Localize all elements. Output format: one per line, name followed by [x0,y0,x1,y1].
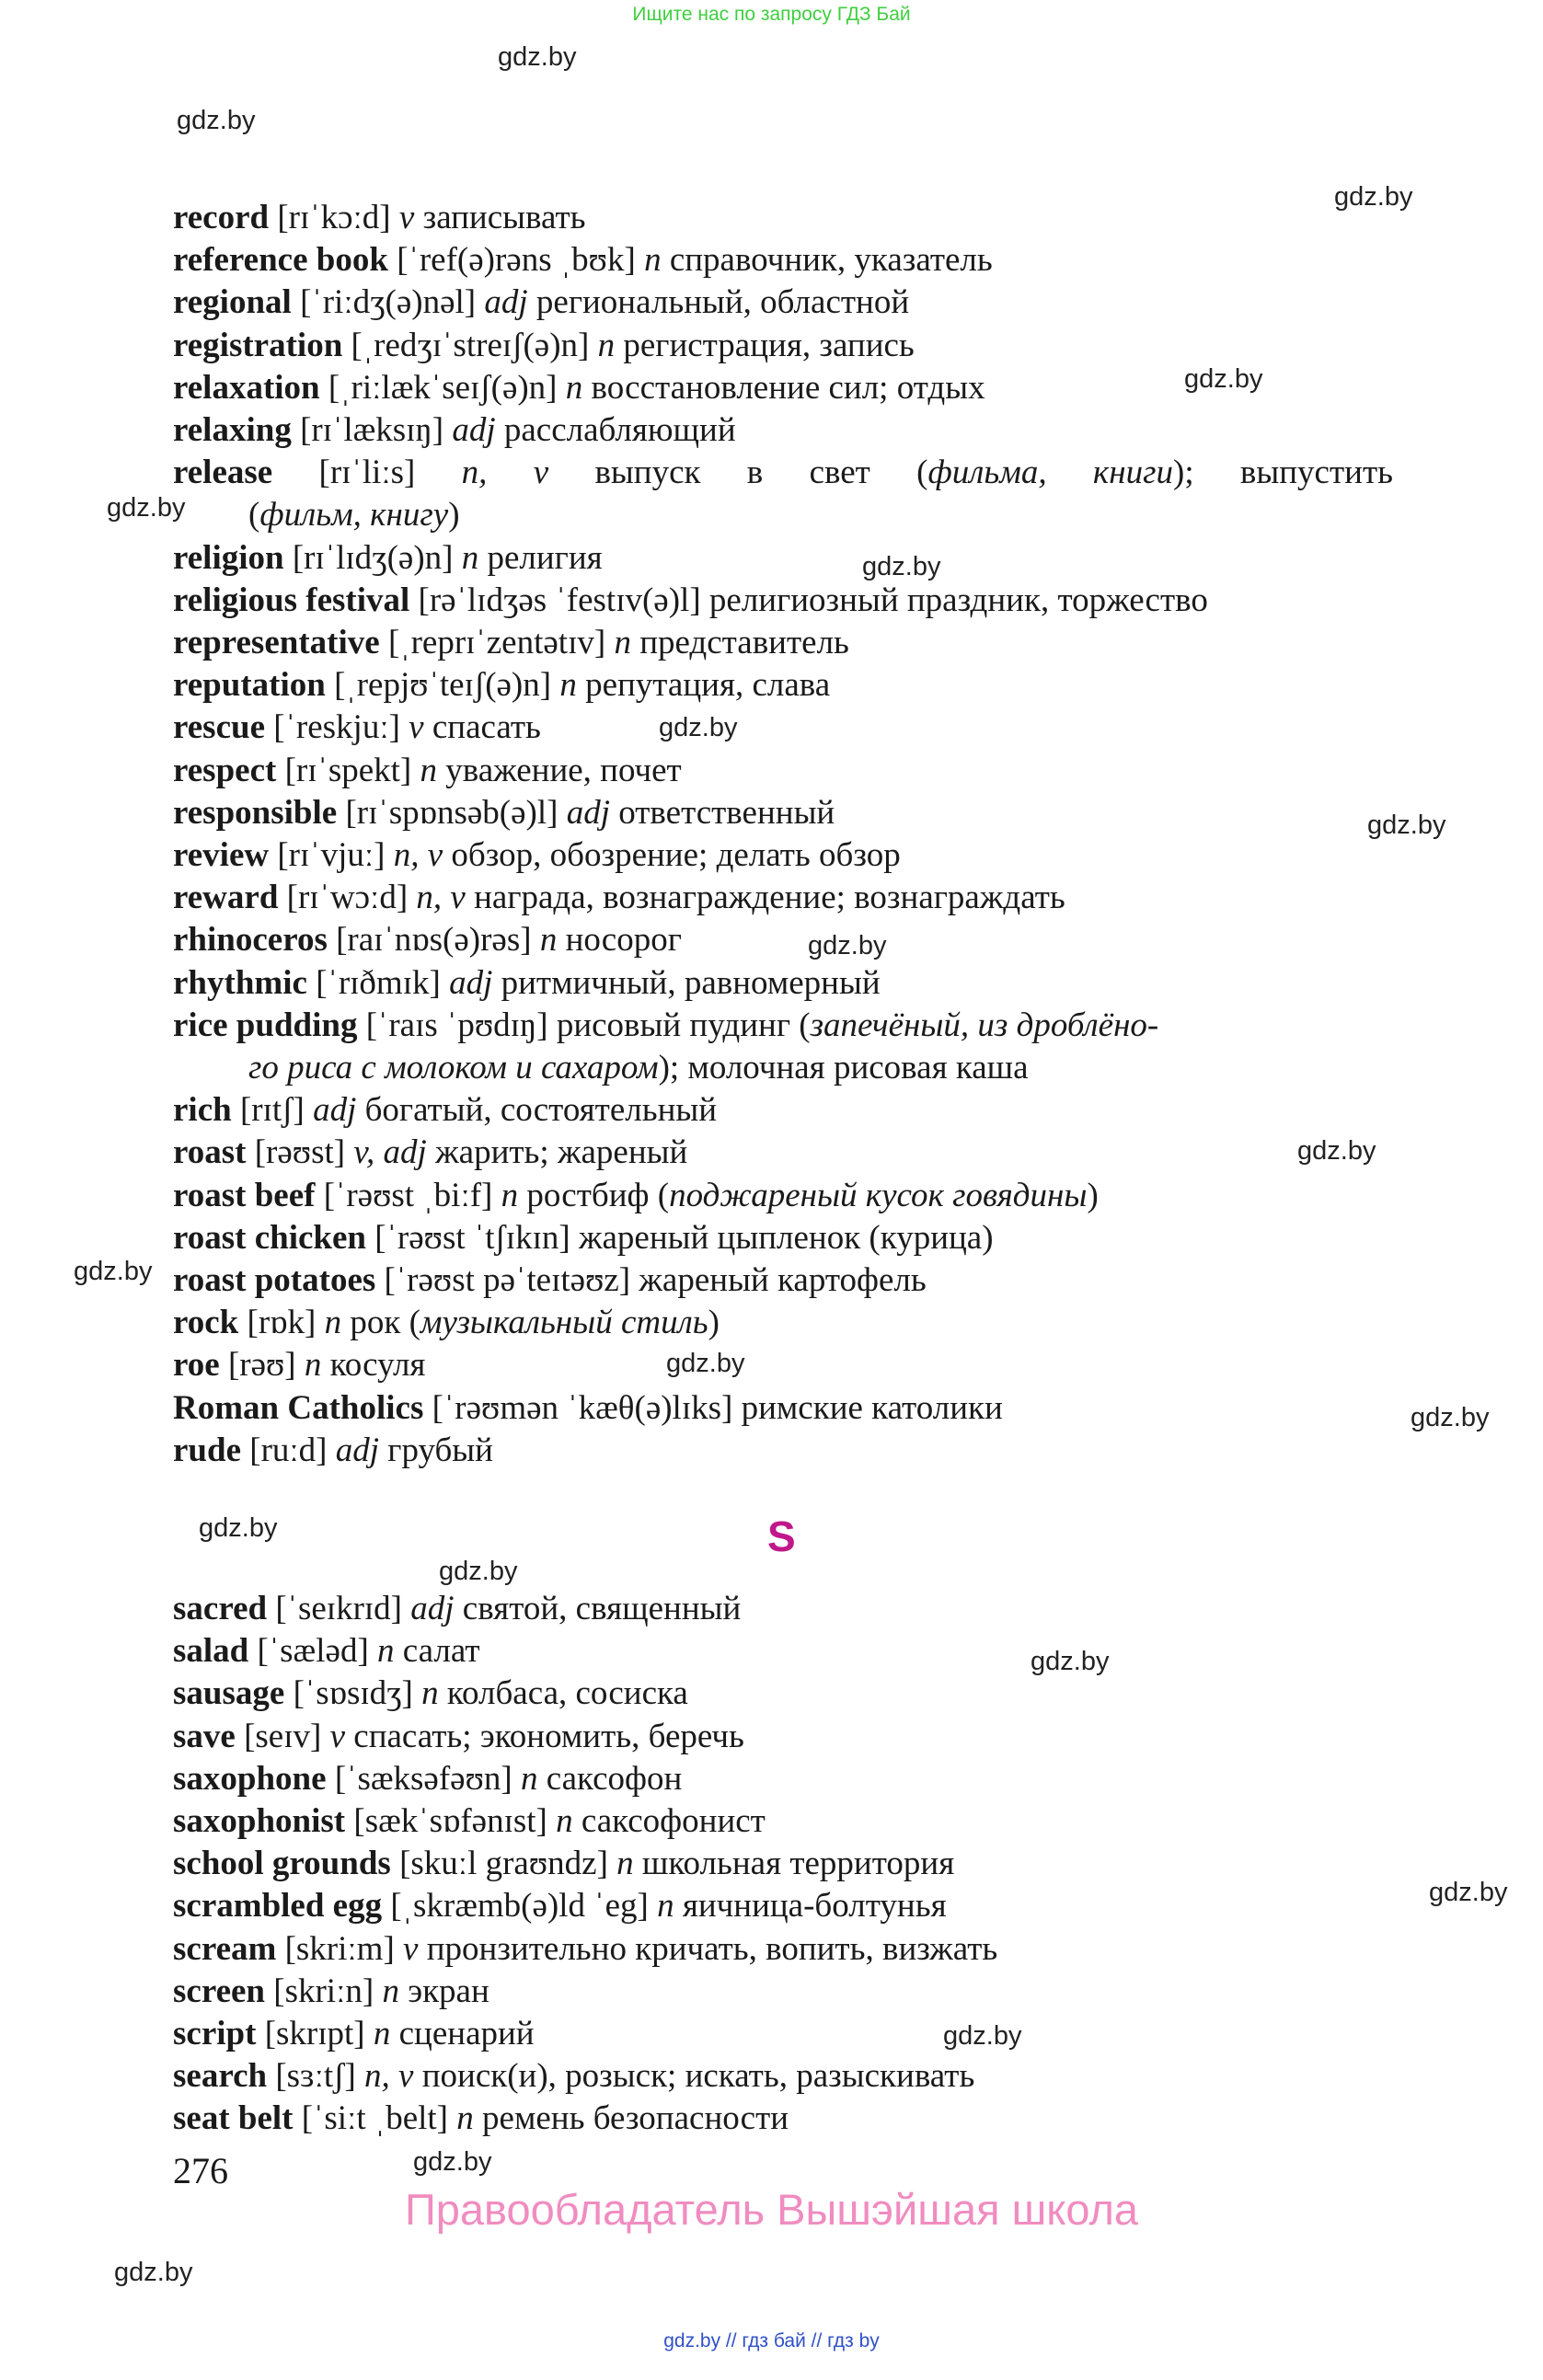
italic-note: n [657,1887,674,1926]
dictionary-entry [173,622,1393,664]
entry-text: [rəʊst] [246,1133,354,1172]
dictionary-entry [173,1132,1393,1174]
headword: responsible [173,793,338,832]
dictionary-entry [173,1344,1393,1386]
entry-text: справочник, указатель [661,241,993,280]
headword: sacred [173,1590,268,1627]
dictionary-entry [173,1217,1393,1259]
italic-note: n [420,751,437,789]
entry-text: восстановление сил; отдых [582,368,985,407]
italic-note: n [644,241,662,280]
headword: release [173,454,273,492]
entry-text: [ˈsæksəfəʊn] [326,1759,521,1798]
dictionary-entry [173,1971,1393,2013]
headword: roast beef [173,1176,316,1214]
dictionary-entry [173,239,1393,282]
watermark: gdz.by [862,552,941,581]
headword: rude [173,1431,241,1469]
entry-text: рок ( [341,1304,420,1342]
entry-text: [ruːd] [241,1431,336,1469]
entry-text: [ˈriːdʒ(ə)nəl] [291,283,485,322]
entry-text: расслабляющий [495,411,736,450]
headword: respect [173,751,277,789]
headword: scream [173,1929,277,1968]
entry-text: салат [394,1632,480,1671]
headword: roast [173,1133,247,1172]
italic-note: v [398,199,415,236]
dictionary-entry [173,409,1393,452]
dictionary-entry [173,834,1393,877]
entry-text: региональный, областной [527,283,910,322]
dictionary-entry [173,664,1393,707]
entry-text: жарить; жареный [426,1133,688,1172]
dictionary-entry [173,580,1393,622]
dictionary-entry [173,1302,1393,1344]
entry-text: спасать [423,708,541,747]
dictionary-entry [173,1175,1393,1217]
entry-text: [sækˈsɒfənɪst] [345,1802,557,1841]
headword: roast potatoes [173,1261,376,1300]
watermark: gdz.by [1184,364,1263,394]
headword: rice pudding [173,1006,358,1044]
entry-text: [ˈrəʊst ˌbiːf] [315,1176,501,1214]
dictionary-entry [173,1758,1393,1800]
italic-note: adj [449,963,493,1002]
entry-continuation [173,494,1393,536]
entry-text: репутация, слава [576,666,831,705]
entry-text: [rɪtʃ] [231,1091,314,1130]
entry-text: ( [248,496,260,535]
entry-text: [rɪˈliːs] [272,454,462,492]
entry-text: обзор, обозрение; делать обзор [443,836,901,875]
italic-note: музыкальный стиль [420,1304,708,1342]
watermark: gdz.by [1031,1647,1110,1676]
entry-text: записывать [414,199,586,236]
headword: rhythmic [173,963,307,1002]
entry-text: [skriːn] [265,1972,383,2010]
entry-text: ); молочная рисовая каша [658,1049,1029,1087]
entry-text: выпуск в свет ( [548,454,928,492]
headword: relaxation [173,368,320,407]
italic-note: adj [452,411,496,450]
entry-text: [raɪˈnɒs(ə)rəs] [327,921,540,960]
italic-note: n [556,1802,573,1841]
italic-note: n [377,1632,395,1671]
entry-text: [ˌredʒɪˈstreɪʃ(ə)n] [342,326,598,364]
entry-continuation [173,1047,1393,1089]
entry-text: [rɒk] [238,1304,325,1342]
watermark: gdz.by [498,42,577,72]
entry-text: косуля [321,1346,426,1385]
watermark: gdz.by [413,2147,492,2177]
dictionary-entry [173,962,1393,1005]
entry-text: [ˈreskjuː] [265,708,409,747]
italic-note: adj [335,1431,380,1469]
italic-note: n [565,368,583,407]
entry-text: яичница-болтунья [674,1887,947,1926]
dictionary-entry [173,1800,1393,1843]
italic-note: n, v [393,836,443,875]
entry-text: [ˈrəʊmən ˈkæθ(ə)lɪks] римские католики [423,1388,1003,1427]
entry-text: [seɪv] [235,1717,330,1755]
entry-text: ) [448,496,460,535]
headword: sausage [173,1674,285,1713]
italic-note: n [382,1972,399,2010]
entry-text: религия [478,538,603,577]
italic-note: adj [410,1590,455,1627]
headword: Roman Catholics [173,1388,424,1427]
italic-note: v [403,1929,419,1968]
headword: relaxing [173,411,292,450]
dictionary-entry [173,537,1393,580]
entry-text: ) [1087,1176,1099,1214]
entry-text: [rɪˈlæksɪŋ] [291,411,453,450]
italic-note: n, v [364,2057,414,2096]
italic-note: n [520,1759,538,1798]
watermark: gdz.by [107,493,186,523]
entry-text: ответственный [609,793,835,832]
italic-note: запечёный, из дроблёно- [810,1006,1159,1044]
entry-text: [ˈsæləd] [248,1632,378,1671]
dictionary-entry [173,2098,1393,2140]
entry-text: [ˈrəʊst ˈtʃɪkɪn] жареный цыпленок (курица) [366,1218,994,1257]
headword: school grounds [173,1845,391,1883]
entry-text: ремень безопасности [473,2099,789,2138]
entry-text: [rɪˈwɔːd] [278,879,417,917]
watermark: gdz.by [1334,182,1413,212]
headword: rock [173,1304,239,1342]
headword: rhinoceros [173,921,328,960]
watermark: gdz.by [439,1557,518,1586]
search-hint-banner: Ищите нас по запросу ГДЗ Бай [632,4,911,25]
dictionary-entry [173,282,1393,324]
italic-note: n [616,1845,634,1883]
entry-text: [sɜːtʃ] [267,2057,365,2096]
entry-text: школьная территория [633,1845,955,1883]
dictionary-entry [173,1843,1393,1885]
entry-text: святой, священный [454,1590,742,1627]
italic-note: фильм, книгу [259,496,449,535]
dictionary-entry [173,1716,1393,1758]
headword: salad [173,1632,249,1671]
headword: reference book [173,241,388,280]
italic-note: v [409,708,424,747]
italic-note: n [539,921,558,960]
italic-note: фильма, книги [927,454,1174,492]
headword: reputation [173,666,326,705]
entry-text: награда, вознаграждение; вознаграждать [465,879,1065,917]
italic-note: n [456,2099,474,2138]
entry-text: саксофонист [572,1802,766,1841]
entry-text: [ˈraɪs ˈpʊdɪŋ] рисовый пудинг ( [357,1006,811,1044]
dictionary-entry [173,1430,1393,1472]
entry-text: ростбиф ( [518,1176,670,1214]
watermark: gdz.by [114,2258,193,2287]
dictionary-entry [173,1005,1393,1047]
entry-text: [rɪˈspɒnsəb(ə)l] [337,793,567,832]
entry-text: [ˈsiːt ˌbelt] [293,2099,457,2138]
entry-text: [ˌskræmb(ə)ld ˈeg] [382,1887,658,1926]
dictionary-entry [173,919,1393,961]
watermark: gdz.by [1429,1878,1508,1907]
entry-text: ) [708,1304,720,1342]
dictionary-entry [173,1588,1393,1630]
dictionary-entry [173,2055,1393,2098]
dictionary-entry [173,1089,1393,1132]
entry-text: носорог [557,921,682,960]
watermark: gdz.by [177,106,256,135]
headword: religion [173,538,284,577]
italic-note: v, adj [353,1133,427,1172]
entry-text: колбаса, сосиска [438,1674,688,1713]
headword: roe [173,1346,220,1385]
entry-text: ритмичный, равномерный [492,963,881,1002]
italic-note: го риса с молоком и сахаром [248,1049,659,1087]
entry-text: спасать; экономить, беречь [345,1717,744,1755]
dictionary-section-s [173,1588,1393,2141]
headword: regional [173,283,292,322]
headword: record [173,199,270,236]
entry-text: [rəʊ] [219,1346,305,1385]
dictionary-entry [173,1259,1393,1302]
headword: roast chicken [173,1218,367,1257]
italic-note: n [324,1304,342,1342]
italic-note: n [373,2015,391,2053]
italic-note: n [597,326,616,364]
dictionary-entry [173,452,1393,494]
italic-note: поджареный кусок говядины [669,1176,1088,1214]
headword: seat belt [173,2099,294,2138]
entry-text: [ˌrepjʊˈteɪʃ(ə)n] [325,666,560,705]
entry-text: [rɪˈlɪdʒ(ə)n] [283,538,462,577]
entry-text: [ˈrɪðmɪk] [306,963,450,1002]
headword: screen [173,1972,265,2010]
italic-note: n, v [461,454,549,492]
entry-text: [ˈref(ə)rəns ˌbʊk] [387,241,645,280]
headword: representative [173,624,380,662]
entry-text: ); выпустить [1173,454,1393,492]
headword: religious festival [173,581,410,619]
entry-text: [ˌreprɪˈzentətɪv] [379,624,615,662]
entry-text: [ˈseɪkrɪd] [267,1590,411,1627]
watermark: gdz.by [1411,1403,1490,1432]
entry-text: [rɪˈspekt] [276,751,420,789]
italic-note: v [329,1717,346,1755]
dictionary-entry [173,325,1393,367]
italic-note: adj [484,283,528,322]
dictionary-entry [173,1928,1393,1971]
entry-text: пронзительно кричать, вопить, визжать [418,1929,998,1968]
entry-text: [rɪˈvjuː] [269,836,394,875]
entry-text: поиск(и), розыск; искать, разыскивать [413,2057,975,2096]
entry-text: [ˈsɒsɪdʒ] [284,1674,422,1713]
dictionary-entry [173,750,1393,792]
headword: reward [173,879,279,917]
headword: search [173,2057,268,2096]
headword: registration [173,326,343,364]
dictionary-entry [173,1387,1393,1430]
entry-text: [ˈrəʊst pəˈteɪtəʊz] жареный картофель [375,1261,927,1300]
entry-text: уважение, почет [437,751,682,789]
entry-text: [ˌriːlækˈseɪʃ(ə)n] [319,368,566,407]
entry-text: саксофон [537,1759,683,1798]
watermark: gdz.by [1367,811,1446,840]
entry-text: регистрация, запись [615,326,915,364]
entry-text: представитель [630,624,849,662]
italic-note: n, v [416,879,466,917]
rights-holder-notice: Правообладатель Вышэйшая школа [404,2185,1139,2234]
italic-note: adj [566,793,610,832]
italic-note: n [501,1176,519,1214]
entry-text: [skuːl graʊndz] [390,1845,617,1883]
headword: review [173,836,270,875]
watermark: gdz.by [808,931,887,960]
entry-text: [rəˈlɪdʒəs ˈfestɪv(ə)l] религиозный праздник, торжество [409,581,1208,619]
headword: saxophone [173,1759,327,1798]
italic-note: n [614,624,631,662]
entry-text: [rɪˈkɔːd] [269,199,399,236]
dictionary-entry [173,1673,1393,1715]
watermark: gdz.by [943,2021,1022,2051]
entry-text: грубый [379,1431,493,1469]
headword: scrambled egg [173,1887,383,1926]
entry-text: сценарий [390,2015,535,2053]
dictionary-entry [173,1885,1393,1927]
italic-note: n [461,538,479,577]
headword: saxophonist [173,1802,346,1841]
italic-note: n [559,666,577,705]
italic-note: adj [313,1091,357,1130]
headword: save [173,1717,236,1755]
dictionary-entry [173,1630,1393,1673]
italic-note: n [304,1346,322,1385]
footer-links: gdz.by // гдз бай // гдз by [663,2330,880,2351]
watermark: gdz.by [659,713,738,742]
watermark: gdz.by [74,1257,153,1286]
section-letter-heading: S [767,1512,796,1560]
headword: rich [173,1091,232,1130]
watermark: gdz.by [666,1349,745,1378]
watermark: gdz.by [199,1513,278,1543]
dictionary-entry [173,197,1393,239]
headword: script [173,2015,257,2053]
entry-text: [skriːm] [276,1929,404,1968]
dictionary-entry [173,792,1393,834]
page-number: 276 [173,2150,228,2191]
italic-note: n [421,1674,439,1713]
entry-text: богатый, состоятельный [356,1091,718,1130]
dictionary-entry [173,877,1393,919]
watermark: gdz.by [1297,1136,1376,1166]
headword: rescue [173,708,265,747]
entry-text: [skrɪpt] [256,2015,374,2053]
dictionary-entry [173,707,1393,749]
dictionary-entry [173,2013,1393,2055]
entry-text: экран [398,1972,489,2010]
